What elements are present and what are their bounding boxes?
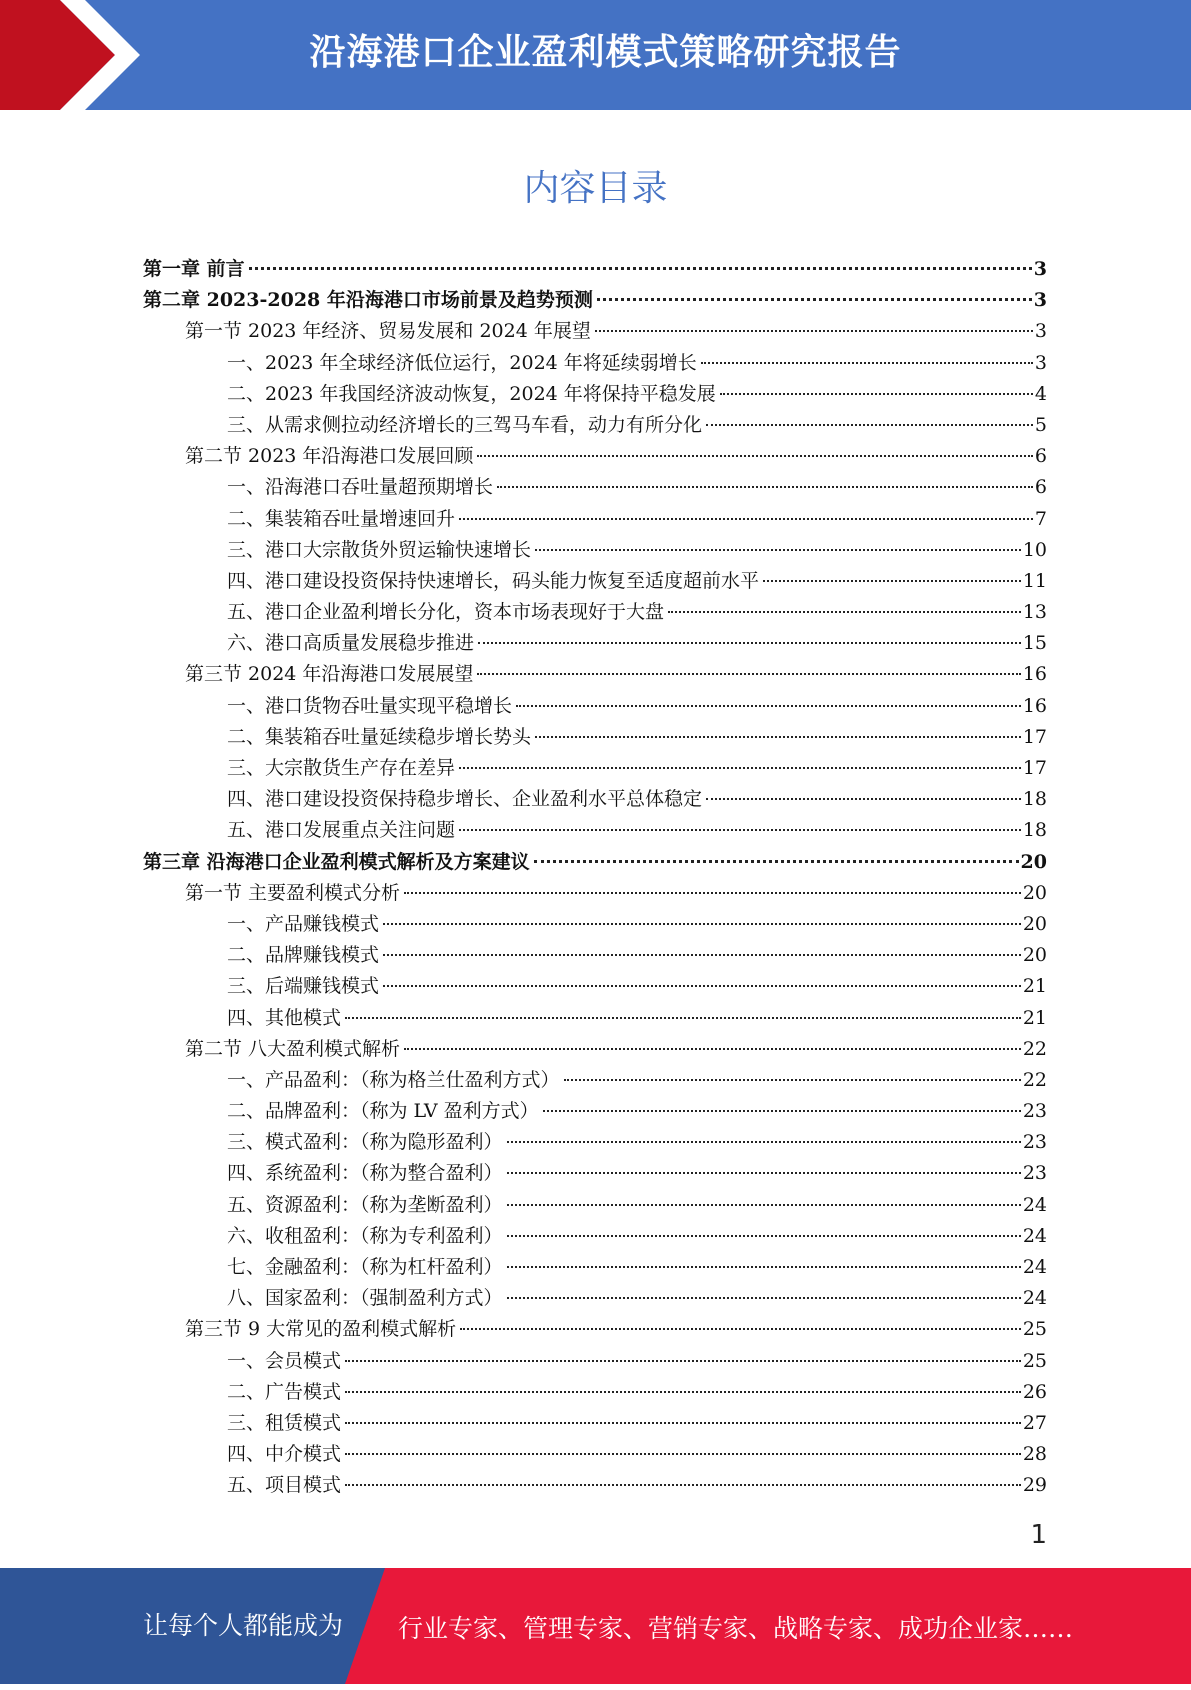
- toc-entry-label: 二、集装箱吞吐量延续稳步增长势头: [227, 725, 532, 748]
- toc-entry-page: 24: [1022, 1224, 1047, 1247]
- toc-entry-page: 29: [1022, 1474, 1047, 1497]
- toc-dot-leader: [507, 1204, 1021, 1206]
- toc-entry[interactable]: [143, 1314, 1047, 1345]
- toc-entry-page: 23: [1022, 1162, 1047, 1185]
- toc-entry[interactable]: [143, 535, 1047, 566]
- toc-entry-page: 26: [1022, 1380, 1047, 1403]
- toc-entry[interactable]: [143, 1408, 1047, 1439]
- toc-entry-label: 第三节 2024 年沿海港口发展展望: [185, 663, 474, 686]
- toc-dot-leader: [534, 860, 1019, 863]
- toc-dot-leader: [459, 518, 1033, 520]
- toc-entry-page: 13: [1022, 601, 1047, 624]
- toc-dot-leader: [507, 1141, 1021, 1143]
- toc-entry-label: 一、沿海港口吞吐量超预期增长: [227, 476, 494, 499]
- toc-dot-leader: [543, 1110, 1021, 1112]
- toc-dot-leader: [345, 1422, 1021, 1424]
- toc-dot-leader: [383, 923, 1021, 925]
- toc-entry-label: 五、港口企业盈利增长分化，资本市场表现好于大盘: [227, 601, 665, 624]
- toc-dot-leader: [564, 1079, 1021, 1081]
- toc-dot-leader: [249, 267, 1032, 270]
- toc-entry-page: 18: [1022, 788, 1047, 811]
- toc-entry-page: 10: [1022, 538, 1047, 561]
- toc-dot-leader: [507, 1235, 1021, 1237]
- toc-entry[interactable]: [143, 597, 1047, 628]
- toc-entry-label: 五、项目模式: [227, 1474, 342, 1497]
- toc-entry[interactable]: [143, 1470, 1047, 1501]
- table-of-contents: [143, 254, 1047, 1502]
- toc-entry[interactable]: [143, 1283, 1047, 1314]
- toc-entry[interactable]: [143, 254, 1047, 285]
- toc-entry[interactable]: [143, 316, 1047, 347]
- toc-entry-label: 第三章 沿海港口企业盈利模式解析及方案建议: [143, 850, 530, 873]
- toc-entry[interactable]: [143, 815, 1047, 846]
- toc-entry-page: 22: [1022, 1068, 1047, 1091]
- toc-dot-leader: [345, 1017, 1021, 1019]
- toc-entry-page: 4: [1034, 382, 1047, 405]
- toc-entry[interactable]: [143, 784, 1047, 815]
- toc-dot-leader: [345, 1453, 1021, 1455]
- toc-entry[interactable]: [143, 1252, 1047, 1283]
- toc-entry-label: 一、产品盈利：（称为格兰仕盈利方式）: [227, 1068, 560, 1091]
- toc-entry[interactable]: [143, 628, 1047, 659]
- toc-dot-leader: [478, 642, 1021, 644]
- toc-dot-leader: [595, 330, 1033, 332]
- toc-entry-page: 3: [1034, 351, 1047, 374]
- toc-entry-label: 二、品牌赚钱模式: [227, 944, 380, 967]
- toc-dot-leader: [706, 798, 1021, 800]
- toc-entry-page: 25: [1022, 1318, 1047, 1341]
- toc-entry-page: 21: [1022, 975, 1047, 998]
- toc-entry-label: 八、国家盈利：（强制盈利方式）: [227, 1287, 503, 1310]
- toc-entry-page: 22: [1022, 1037, 1047, 1060]
- toc-entry-page: 25: [1022, 1349, 1047, 1372]
- toc-entry[interactable]: [143, 1034, 1047, 1065]
- toc-dot-leader: [383, 985, 1021, 987]
- page-number: 1: [1030, 1520, 1047, 1550]
- toc-entry-page: 16: [1022, 694, 1047, 717]
- toc-entry[interactable]: [143, 1190, 1047, 1221]
- toc-entry[interactable]: [143, 659, 1047, 690]
- toc-dot-leader: [345, 1391, 1021, 1393]
- toc-dot-leader: [597, 298, 1032, 301]
- toc-entry-label: 第二章 2023-2028 年沿海港口市场前景及趋势预测: [143, 289, 593, 312]
- footer-band: [0, 1568, 1191, 1684]
- toc-entry-page: 7: [1034, 507, 1047, 530]
- toc-entry-label: 二、广告模式: [227, 1380, 342, 1403]
- toc-entry-label: 三、港口大宗散货外贸运输快速增长: [227, 538, 532, 561]
- toc-entry-page: 3: [1034, 320, 1047, 343]
- toc-entry-page: 3: [1033, 289, 1047, 312]
- toc-dot-leader: [507, 1172, 1021, 1174]
- toc-entry-page: 21: [1022, 1006, 1047, 1029]
- toc-entry-page: 20: [1022, 881, 1047, 904]
- toc-entry-page: 6: [1034, 445, 1047, 468]
- toc-entry-page: 27: [1022, 1411, 1047, 1434]
- toc-entry-page: 28: [1022, 1443, 1047, 1466]
- toc-entry[interactable]: [143, 472, 1047, 503]
- toc-entry[interactable]: [143, 348, 1047, 379]
- toc-entry-label: 第一章 前言: [143, 258, 245, 280]
- toc-dot-leader: [345, 1484, 1021, 1486]
- toc-entry[interactable]: [143, 1127, 1047, 1158]
- toc-entry[interactable]: [143, 1158, 1047, 1189]
- toc-entry[interactable]: [143, 691, 1047, 722]
- toc-dot-leader: [477, 455, 1032, 457]
- toc-dot-leader: [477, 673, 1020, 675]
- header-band: [0, 0, 1191, 110]
- toc-dot-leader: [507, 1297, 1021, 1299]
- toc-entry-page: 23: [1022, 1131, 1047, 1154]
- toc-entry[interactable]: [143, 1377, 1047, 1408]
- toc-entry[interactable]: [143, 1096, 1047, 1127]
- toc-entry[interactable]: [143, 847, 1047, 878]
- toc-entry-label: 一、2023 年全球经济低位运行，2024 年将延续弱增长: [227, 351, 697, 374]
- toc-entry-label: 三、从需求侧拉动经济增长的三驾马车看，动力有所分化: [227, 413, 703, 436]
- toc-entry-page: 20: [1022, 912, 1047, 935]
- toc-entry-label: 四、系统盈利：（称为整合盈利）: [227, 1162, 503, 1185]
- toc-entry-page: 20: [1020, 850, 1047, 873]
- toc-entry[interactable]: [143, 722, 1047, 753]
- toc-entry[interactable]: [143, 940, 1047, 971]
- toc-entry-label: 第二节 2023 年沿海港口发展回顾: [185, 445, 474, 468]
- toc-dot-leader: [459, 767, 1021, 769]
- toc-entry-label: 二、品牌盈利：（称为 LV 盈利方式）: [227, 1100, 539, 1123]
- toc-entry-label: 七、金融盈利：（称为杠杆盈利）: [227, 1256, 503, 1278]
- toc-dot-leader: [701, 362, 1033, 364]
- toc-entry-label: 第一节 主要盈利模式分析: [185, 881, 401, 904]
- toc-entry-label: 四、中介模式: [227, 1443, 342, 1466]
- toc-dot-leader: [535, 549, 1021, 551]
- toc-entry-page: 6: [1034, 476, 1047, 499]
- toc-entry-label: 三、大宗散货生产存在差异: [227, 757, 456, 779]
- toc-dot-leader: [497, 486, 1033, 488]
- toc-entry-page: 24: [1022, 1287, 1047, 1310]
- footer-slogan-left: 让每个人都能成为: [143, 1611, 344, 1640]
- toc-dot-leader: [516, 705, 1021, 707]
- toc-dot-leader: [345, 1360, 1021, 1362]
- toc-entry-label: 三、后端赚钱模式: [227, 975, 380, 998]
- toc-dot-leader: [668, 611, 1021, 613]
- toc-entry-page: 24: [1022, 1193, 1047, 1216]
- toc-entry[interactable]: [143, 753, 1047, 784]
- toc-dot-leader: [383, 954, 1021, 956]
- toc-entry-page: 18: [1022, 819, 1047, 842]
- toc-dot-leader: [763, 580, 1021, 582]
- toc-entry-label: 第三节 9 大常见的盈利模式解析: [185, 1318, 457, 1341]
- toc-entry[interactable]: [143, 504, 1047, 535]
- toc-entry-label: 三、模式盈利：（称为隐形盈利）: [227, 1131, 503, 1154]
- toc-entry[interactable]: [143, 1346, 1047, 1377]
- toc-entry-label: 五、资源盈利：（称为垄断盈利）: [227, 1193, 503, 1216]
- toc-dot-leader: [459, 829, 1021, 831]
- toc-entry-page: 23: [1022, 1100, 1047, 1123]
- toc-entry-label: 第一节 2023 年经济、贸易发展和 2024 年展望: [185, 320, 591, 343]
- toc-entry[interactable]: [143, 971, 1047, 1002]
- toc-dot-leader: [404, 892, 1021, 894]
- toc-dot-leader: [404, 1048, 1021, 1050]
- report-title: 沿海港口企业盈利模式策略研究报告: [309, 32, 902, 73]
- toc-entry-label: 二、2023 年我国经济波动恢复，2024 年将保持平稳发展: [227, 382, 716, 405]
- toc-entry[interactable]: [143, 1065, 1047, 1096]
- toc-entry-page: 24: [1022, 1256, 1047, 1278]
- toc-entry-page: 17: [1022, 757, 1047, 779]
- toc-entry-page: 16: [1022, 663, 1047, 686]
- toc-dot-leader: [460, 1328, 1021, 1330]
- toc-entry-page: 5: [1034, 413, 1047, 436]
- toc-entry-label: 六、收租盈利：（称为专利盈利）: [227, 1224, 503, 1247]
- toc-entry-label: 一、会员模式: [227, 1349, 342, 1372]
- toc-entry[interactable]: [143, 379, 1047, 410]
- toc-heading: 内容目录: [523, 168, 668, 209]
- toc-entry-label: 一、产品赚钱模式: [227, 912, 380, 935]
- toc-entry[interactable]: [143, 1003, 1047, 1034]
- toc-dot-leader: [720, 393, 1033, 395]
- toc-entry-label: 三、租赁模式: [227, 1411, 342, 1434]
- toc-dot-leader: [535, 736, 1021, 738]
- toc-entry-label: 四、港口建设投资保持稳步增长、企业盈利水平总体稳定: [227, 788, 703, 811]
- toc-entry-label: 四、港口建设投资保持快速增长，码头能力恢复至适度超前水平: [227, 569, 760, 592]
- footer-slogan-right: 行业专家、管理专家、营销专家、战略专家、成功企业家……: [398, 1614, 1074, 1643]
- toc-entry-label: 五、港口发展重点关注问题: [227, 819, 456, 842]
- toc-entry-label: 二、集装箱吞吐量增速回升: [227, 507, 456, 530]
- toc-entry[interactable]: [143, 1221, 1047, 1252]
- toc-entry[interactable]: [143, 285, 1047, 316]
- toc-entry[interactable]: [143, 909, 1047, 940]
- toc-entry[interactable]: [143, 878, 1047, 909]
- toc-entry[interactable]: [143, 566, 1047, 597]
- toc-entry-page: 11: [1022, 569, 1047, 592]
- toc-entry-label: 第二节 八大盈利模式解析: [185, 1037, 401, 1060]
- toc-dot-leader: [706, 424, 1033, 426]
- toc-entry-label: 六、港口高质量发展稳步推进: [227, 632, 475, 655]
- toc-entry-page: 3: [1033, 258, 1047, 280]
- toc-entry[interactable]: [143, 441, 1047, 472]
- toc-entry-label: 四、其他模式: [227, 1006, 342, 1029]
- toc-entry-label: 一、港口货物吞吐量实现平稳增长: [227, 694, 513, 717]
- toc-entry[interactable]: [143, 1439, 1047, 1470]
- toc-entry-page: 15: [1022, 632, 1047, 655]
- toc-dot-leader: [507, 1266, 1021, 1268]
- toc-entry-page: 17: [1022, 725, 1047, 748]
- toc-entry[interactable]: [143, 410, 1047, 441]
- toc-entry-page: 20: [1022, 944, 1047, 967]
